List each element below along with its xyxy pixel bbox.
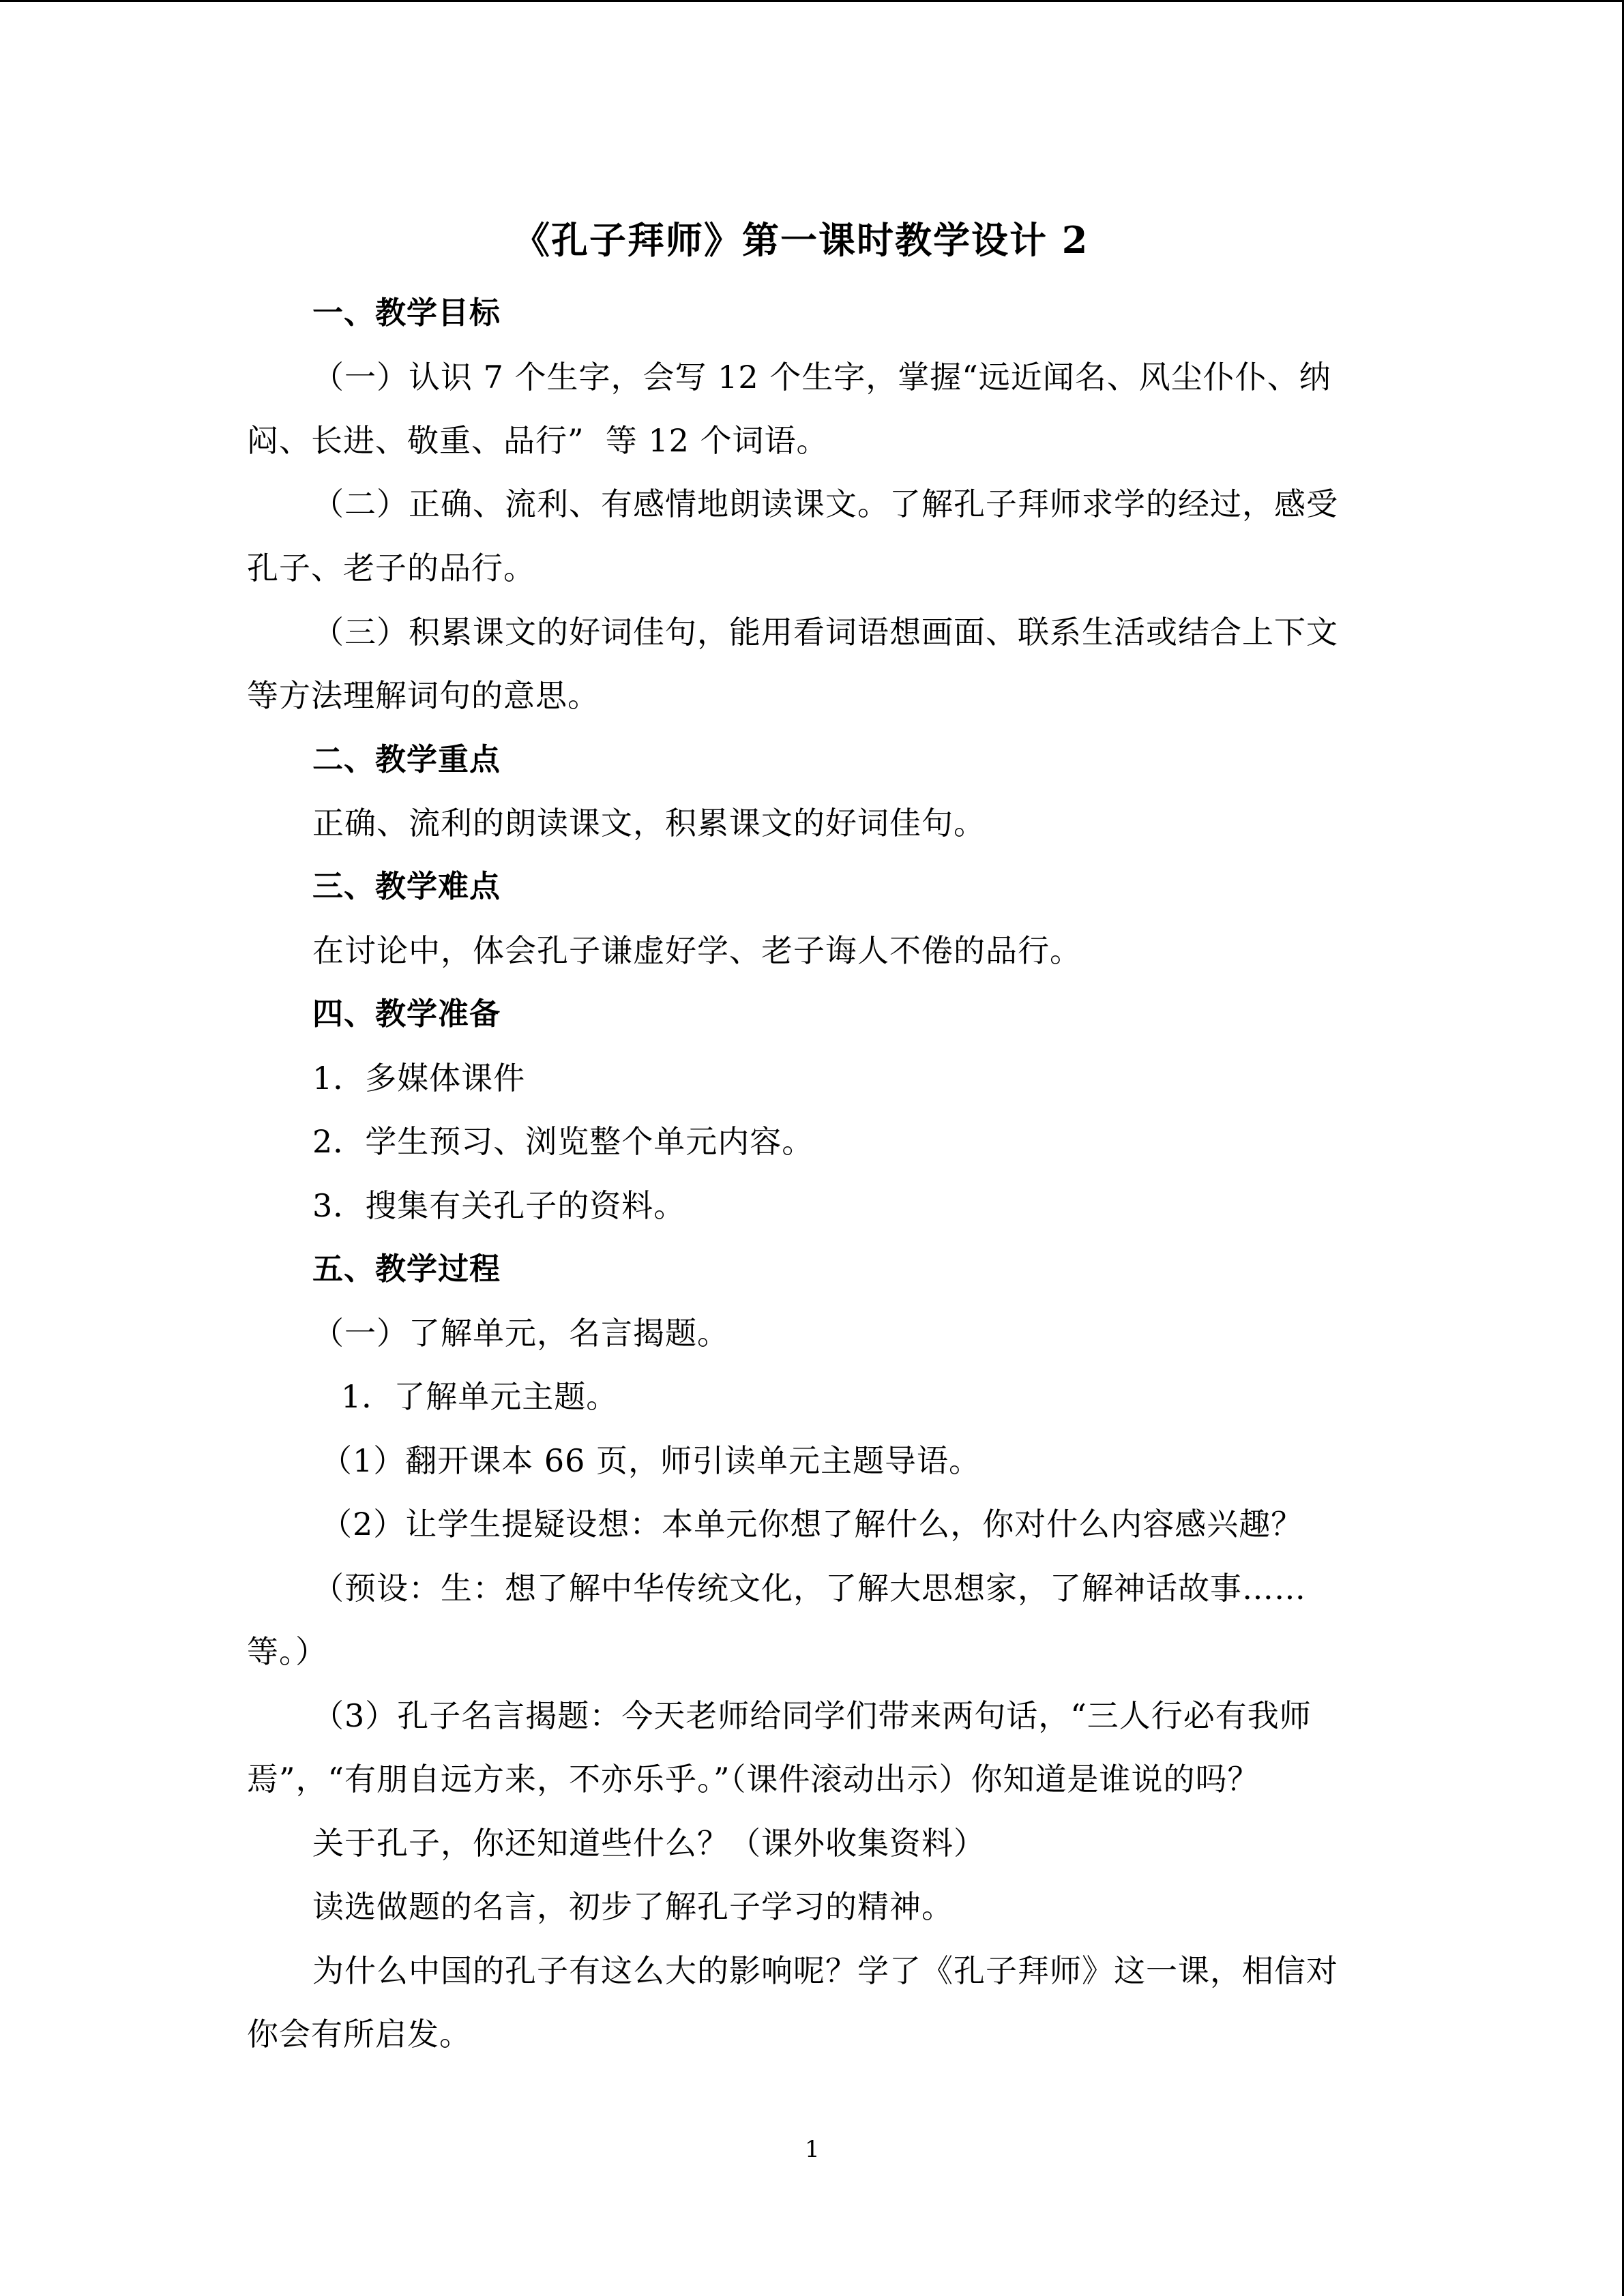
paragraph-line: 关于孔子，你还知道些什么？（课外收集资料）: [312, 1825, 986, 1862]
list-item: 1．多媒体课件: [312, 1060, 526, 1097]
paragraph-line: 1．了解单元主题。: [341, 1378, 619, 1415]
paragraph-line: 正确、流利的朗读课文，积累课文的好词佳句。: [312, 805, 986, 841]
section-heading-key-points: 二、教学重点: [312, 741, 501, 777]
section-heading-objectives: 一、教学目标: [312, 295, 501, 331]
paragraph-line: （1）翻开课本 66 页，师引读单元主题导语。: [321, 1442, 981, 1479]
paragraph-line: （3）孔子名言揭题：今天老师给同学们带来两句话，“三人行必有我师: [312, 1697, 1312, 1734]
paragraph-line: 孔子、老子的品行。: [247, 550, 535, 586]
list-item: 2．学生预习、浏览整个单元内容。: [312, 1123, 814, 1160]
paragraph-line: （三）积累课文的好词佳句，能用看词语想画面、联系生活或结合上下文: [312, 614, 1338, 651]
paragraph-line: 读选做题的名言，初步了解孔子学习的精神。: [312, 1888, 954, 1925]
section-heading-difficulties: 三、教学难点: [312, 868, 501, 904]
paragraph-line: 等方法理解词句的意思。: [247, 677, 600, 714]
page-number: 1: [805, 2136, 821, 2163]
paragraph-line: 等。）: [247, 1633, 327, 1670]
list-item: 3．搜集有关孔子的资料。: [312, 1187, 686, 1224]
section-heading-process: 五、教学过程: [312, 1251, 501, 1287]
paragraph-line: （预设：生：想了解中华传统文化，了解大思想家，了解神话故事……: [312, 1570, 1306, 1607]
document-title: 《孔子拜师》第一课时教学设计 2: [513, 218, 1089, 262]
paragraph-line: （一）认识 7 个生字，会写 12 个生字，掌握“远近闻名、风尘仆仆、纳: [312, 359, 1331, 396]
paragraph-line: （二）正确、流利、有感情地朗读课文。了解孔子拜师求学的经过，感受: [312, 486, 1338, 522]
section-heading-preparation: 四、教学准备: [312, 996, 501, 1032]
paragraph-line: 为什么中国的孔子有这么大的影响呢？学了《孔子拜师》这一课，相信对: [312, 1952, 1338, 1989]
paragraph-line: （2）让学生提疑设想：本单元你想了解什么，你对什么内容感兴趣？: [321, 1506, 1303, 1542]
paragraph-line: 在讨论中，体会孔子谦虚好学、老子诲人不倦的品行。: [312, 932, 1082, 969]
paragraph-line: 你会有所启发。: [247, 2016, 471, 2053]
paragraph-line: 闷、长进、敬重、品行” 等 12 个词语。: [247, 422, 829, 459]
paragraph-line: （一）了解单元，名言揭题。: [312, 1315, 729, 1352]
paragraph-line: 焉”，“有朋自远方来，不亦乐乎。”（课件滚动出示）你知道是谁说的吗？: [247, 1761, 1260, 1798]
page-border-top: [0, 0, 1624, 2]
